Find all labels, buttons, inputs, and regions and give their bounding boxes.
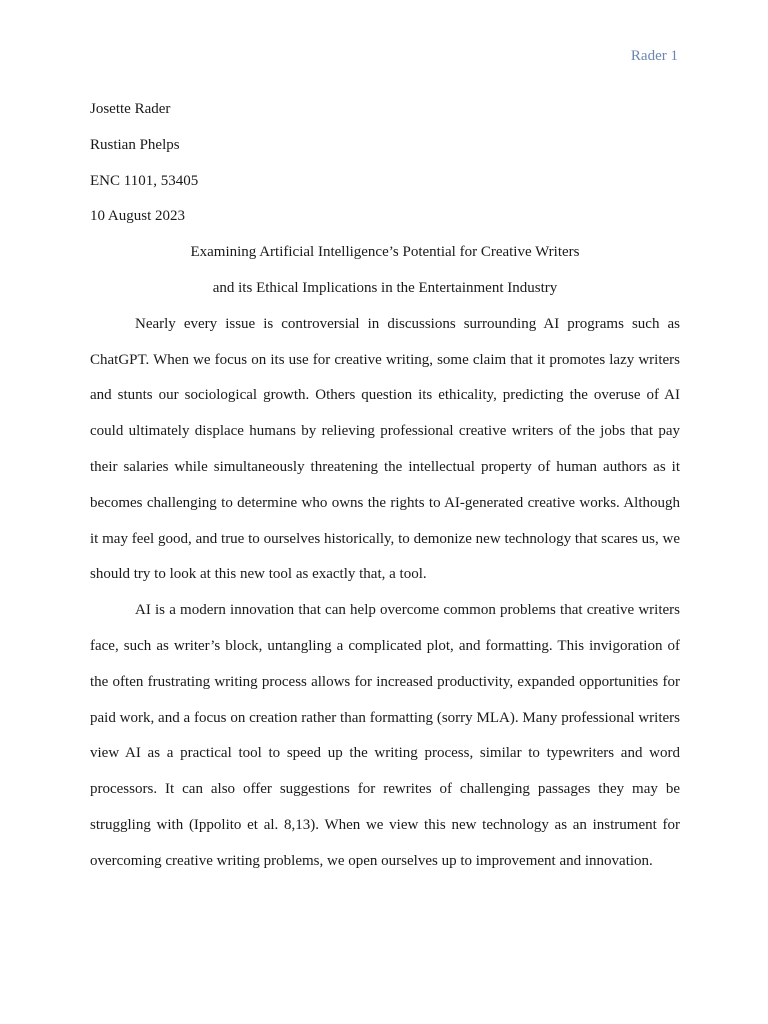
author-name: Josette Rader — [90, 101, 171, 117]
document-date: 10 August 2023 — [90, 208, 186, 225]
document-content — [90, 92, 680, 880]
running-head: Rader 1 — [630, 48, 678, 64]
title-line-2: and its Ethical Implications in the Entertainment Industry — [212, 279, 558, 296]
instructor-name: Rustian Phelps — [90, 136, 180, 153]
title-line-1: Examining Artificial Intelligence’s Potential for Creative Writers — [190, 244, 580, 261]
body-paragraph: AI is a modern innovation that can help overcome common problems that creative writers face, such as writer’s block, untangling a complicated plot, and formatting. This invigoration of the often frustrating writing process allows for increased productivity, expanded opportunities for paid work, and a focus on creation rather than formatting (sorry MLA). Many professional writers view AI as a practical tool to speed up the writing process, similar to typewriters and word processors. It can also offer suggestions for rewrites of challenging passages they may be struggling with (Ippolito et al. 8,13). When we view this new technology as an instrument for overcoming creative writing problems, we open ourselves up to improvement and innovation. — [90, 602, 680, 869]
course-info: ENC 1101, 53405 — [90, 172, 199, 189]
body-paragraph: Nearly every issue is controversial in discussions surrounding AI programs such as ChatGPT. When we focus on its use for creative writing, some claim that it promotes lazy writers and stunts our sociological growth. Others question its ethicality, predicting the overuse of AI could ultimately displace humans by relieving professional creative writers of the jobs that pay their salaries while simultaneously threatening the intellectual property of human authors as it becomes challenging to determine who owns the rights to AI-generated creative works. Although it may feel good, and true to ourselves historically, to demonize new technology that scares us, we should try to look at this new tool as exactly that, a tool. — [90, 315, 680, 583]
